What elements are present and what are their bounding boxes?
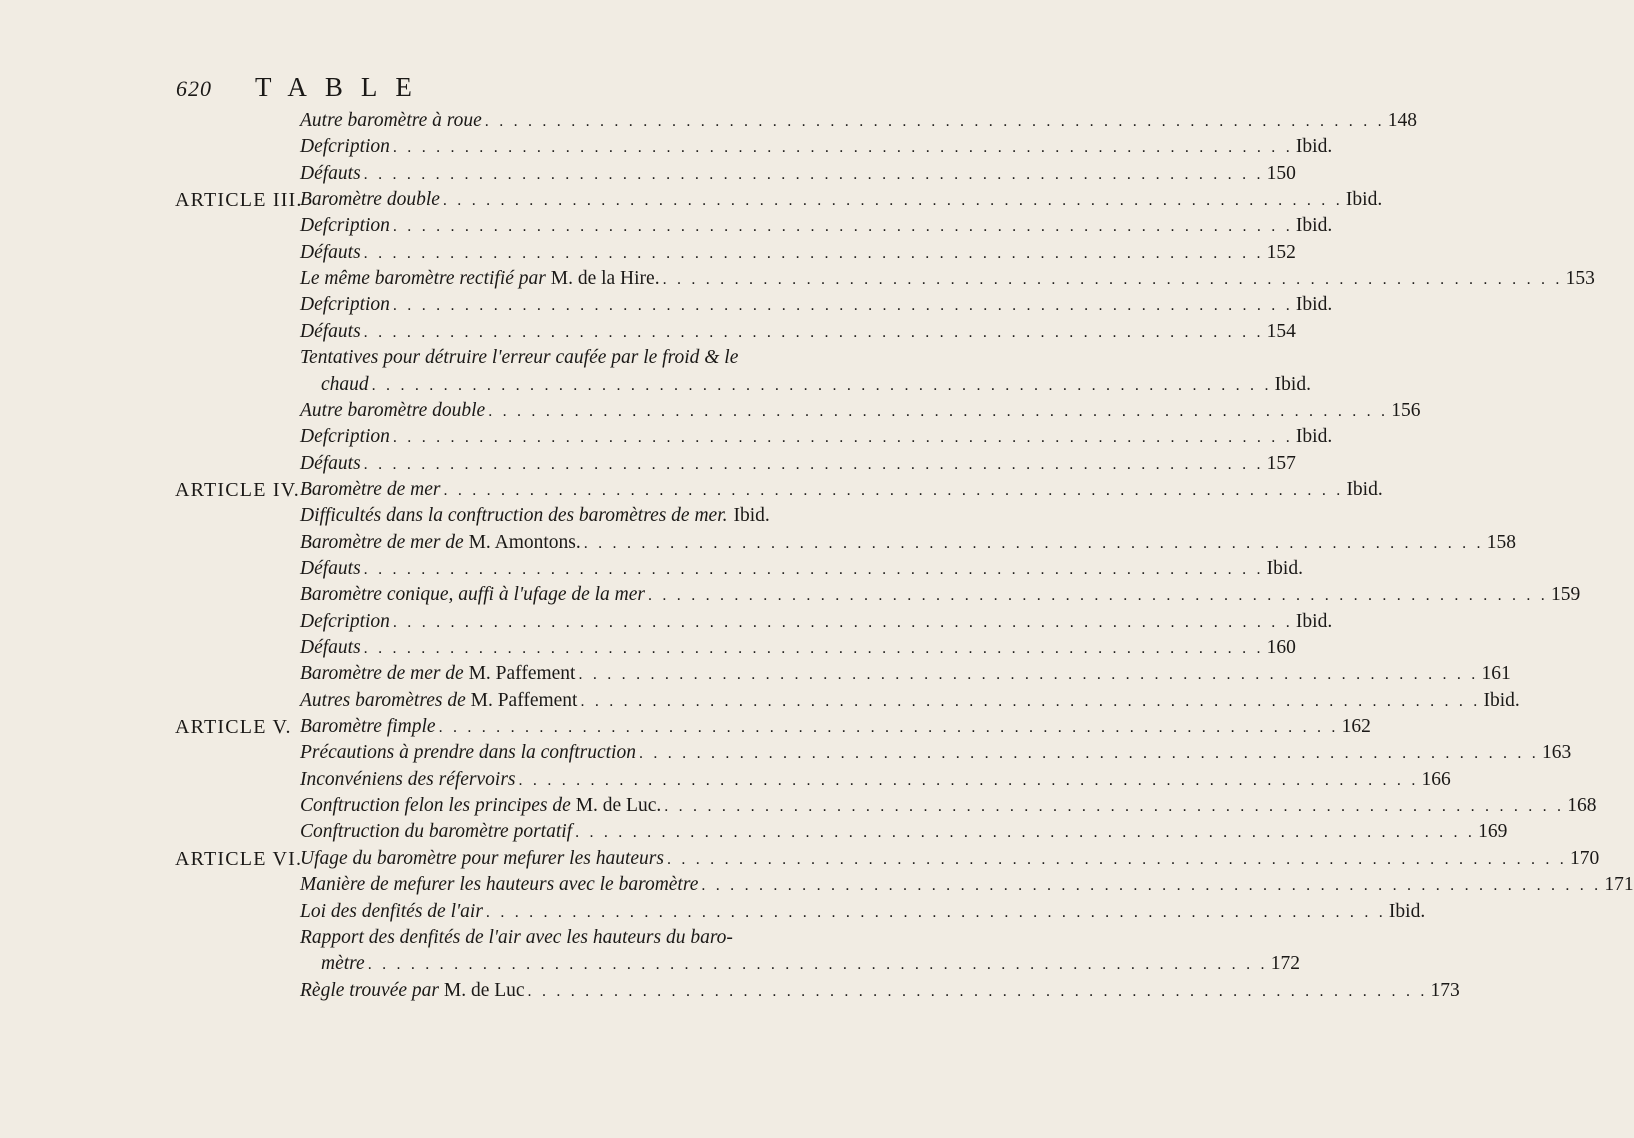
entry-title-text: Défauts [300, 557, 361, 579]
toc-entry [300, 847, 1600, 870]
toc-row [0, 795, 1597, 821]
dot-leader: . . . . . . . . . . . . . . . . . . . . . . . . . . . . . . . . . . . . . . . . . . . . . . . . . . . . . . . . . . . . . . . [392, 613, 1293, 631]
entry-title [300, 821, 572, 843]
dot-leader: . . . . . . . . . . . . . . . . . . . . . . . . . . . . . . . . . . . . . . . . . . . . . . . . . . . . . . . . . . . . . . . [363, 323, 1264, 341]
entry-title-text: Précautions à prendre dans la conftruction [300, 742, 636, 764]
toc-row [0, 900, 1426, 927]
toc-row [0, 189, 1383, 215]
entry-title [300, 611, 390, 633]
entry-page: 156 [1391, 399, 1421, 421]
toc-entry [300, 637, 1296, 659]
entry-title-text: Ufage du baromètre pour mefurer les hauteurs [300, 847, 664, 869]
toc-row [0, 241, 1296, 268]
toc-entry [300, 979, 1460, 1002]
entry-page: 168 [1567, 795, 1597, 817]
dot-leader: . . . . . . . . . . . . . . . . . . . . . . . . . . . . . . . . . . . . . . . . . . . . . . . . . . . . . . . . . . . . . . . [575, 824, 1476, 842]
toc-entry [321, 373, 1311, 396]
entry-page: 166 [1421, 768, 1451, 790]
page-number: 620 [176, 76, 212, 101]
entry-title-text: Difficultés dans la conftruction des baromètres de mer. [300, 505, 728, 527]
entry-title-text: Défauts [300, 320, 361, 342]
entry-page: Ibid. [1274, 373, 1311, 395]
entry-title-text: Baromètre double [300, 189, 440, 211]
toc-entry [300, 874, 1634, 896]
entry-page: 171 [1604, 874, 1634, 896]
toc-row [0, 110, 1418, 136]
entry-page: 162 [1341, 716, 1371, 738]
toc-entry [300, 584, 1581, 606]
entry-title [300, 795, 661, 817]
entry-title-text: Défauts [300, 452, 361, 474]
entry-title-text: Autres baromètres de [300, 689, 466, 711]
toc-entry [300, 742, 1572, 764]
entry-title-text: Défauts [300, 162, 361, 184]
dot-leader: . . . . . . . . . . . . . . . . . . . . . . . . . . . . . . . . . . . . . . . . . . . . . . . . . . . . . . . . . . . . . . . [371, 376, 1272, 394]
toc-row [0, 716, 1371, 742]
dot-leader: . . . . . . . . . . . . . . . . . . . . . . . . . . . . . . . . . . . . . . . . . . . . . . . . . . . . . . . . . . . . . . . [392, 139, 1293, 157]
article-label: ARTICLE IV. [175, 478, 300, 501]
entry-title-text: Defcription [300, 294, 390, 316]
toc-row [0, 426, 1333, 452]
dot-leader: . . . . . . . . . . . . . . . . . . . . . . . . . . . . . . . . . . . . . . . . . . . . . . . . . . . . . . . . . . . . . . . [442, 192, 1343, 210]
entry-title-text: Baromètre fimple [300, 716, 436, 738]
entry-title [300, 505, 728, 527]
toc-entry [300, 136, 1333, 158]
dot-leader: . . . . . . . . . . . . . . . . . . . . . . . . . . . . . . . . . . . . . . . . . . . . . . . . . . . . . . . . . . . . . . . [648, 587, 1548, 605]
toc-row [0, 452, 1296, 479]
entry-page: Ibid. [733, 505, 770, 527]
dot-leader: . . . . . . . . . . . . . . . . . . . . . . . . . . . . . . . . . . . . . . . . . . . . . . . . . . . . . . . . . . . . . . . [583, 534, 1484, 552]
entry-title [300, 321, 361, 343]
entry-page: 153 [1565, 268, 1595, 290]
entry-title [300, 479, 440, 501]
toc-row [0, 215, 1333, 241]
entry-title-text: chaud [321, 373, 369, 395]
entry-page: Ibid. [1266, 557, 1303, 579]
dot-leader: . . . . . . . . . . . . . . . . . . . . . . . . . . . . . . . . . . . . . . . . . . . . . . . . . . . . . . . . . . . . . . . [438, 719, 1339, 737]
entry-title [300, 690, 577, 712]
toc-entry [300, 821, 1508, 843]
toc-row [0, 874, 1634, 900]
entry-page: 161 [1481, 663, 1511, 685]
entry-page: Ibid. [1295, 426, 1333, 448]
toc-row [0, 399, 1421, 426]
entry-title [300, 189, 440, 211]
entry-title-text: Autre baromètre double [300, 399, 486, 421]
dot-leader: . . . . . . . . . . . . . . . . . . . . . . . . . . . . . . . . . . . . . . . . . . . . . . . . . . . . . . . . . . . . . . . [392, 297, 1293, 315]
toc-row [0, 953, 1300, 979]
toc-row [0, 294, 1333, 320]
entry-page: Ibid. [1295, 610, 1333, 632]
entry-page: 170 [1569, 847, 1600, 869]
entry-page: 160 [1266, 637, 1296, 658]
entry-page: 150 [1266, 162, 1296, 184]
entry-page: Ibid. [1295, 136, 1333, 158]
dot-leader: . . . . . . . . . . . . . . . . . . . . . . . . . . . . . . . . . . . . . . . . . . . . . . . . . . . . . . . . . . . . . . . [484, 113, 1385, 130]
entry-title [300, 400, 485, 422]
entry-title-roman: M. de Luc. [570, 795, 662, 817]
toc-entry [300, 294, 1333, 316]
dot-leader: . . . . . . . . . . . . . . . . . . . . . . . . . . . . . . . . . . . . . . . . . . . . . . . . . . . . . . . . . . . . . . . [578, 666, 1479, 684]
entry-title [300, 242, 361, 264]
entry-title-roman: M. de la Hire. [545, 268, 660, 290]
entry-title [300, 663, 575, 685]
entry-title-roman: M. Amontons. [463, 531, 581, 553]
entry-page: Ibid. [1346, 478, 1383, 500]
entry-title [321, 953, 365, 975]
toc-entry [300, 505, 770, 527]
entry-page: Ibid. [1345, 189, 1383, 211]
entry-title-text: Defcription [300, 610, 390, 632]
toc-row [0, 689, 1520, 716]
toc-row [0, 584, 1581, 610]
dot-leader: . . . . . . . . . . . . . . . . . . . . . . . . . . . . . . . . . . . . . . . . . . . . . . . . . . . . . . . . . . . . . . . [488, 402, 1389, 420]
toc-entry [300, 399, 1421, 422]
entry-page: 152 [1266, 241, 1296, 263]
entry-title [300, 874, 698, 896]
entry-title-text: Défauts [300, 637, 361, 658]
entry-title [300, 716, 436, 738]
entry-page: Ibid. [1388, 900, 1426, 922]
entry-title [300, 980, 525, 1002]
entry-page: 169 [1478, 821, 1508, 843]
toc-row [0, 927, 800, 953]
dot-leader: . . . . . . . . . . . . . . . . . . . . . . . . . . . . . . . . . . . . . . . . . . . . . . . . . . . . . . . . . . . . . . . [443, 481, 1344, 499]
toc-entry [321, 953, 1300, 975]
dot-leader: . . . . . . . . . . . . . . . . . . . . . . . . . . . . . . . . . . . . . . . . . . . . . . . . . . . . . . . . . . . . . . . [363, 455, 1264, 473]
entry-title [300, 769, 516, 791]
dot-leader: . . . . . . . . . . . . . . . . . . . . . . . . . . . . . . . . . . . . . . . . . . . . . . . . . . . . . . . . . . . . . . . [666, 850, 1567, 868]
toc-row [0, 847, 1600, 874]
dot-leader: . . . . . . . . . . . . . . . . . . . . . . . . . . . . . . . . . . . . . . . . . . . . . . . . . . . . . . . . . . . . . . . [392, 429, 1293, 447]
toc-row [0, 979, 1460, 1006]
toc-entry [300, 189, 1383, 211]
dot-leader: . . . . . . . . . . . . . . . . . . . . . . . . . . . . . . . . . . . . . . . . . . . . . . . . . . . . . . . . . . . . . . . [485, 903, 1386, 921]
entry-title-text: Baromètre de mer [300, 478, 441, 500]
toc-entry [300, 927, 766, 949]
entry-page: 163 [1541, 742, 1572, 764]
entry-title-text: Le même baromètre rectifié par [300, 268, 546, 290]
dot-leader: . . . . . . . . . . . . . . . . . . . . . . . . . . . . . . . . . . . . . . . . . . . . . . . . . . . . . . . . . . . . . . . [363, 165, 1264, 183]
entry-title [300, 163, 361, 185]
entry-title-text: Défauts [300, 241, 361, 263]
entry-title-text: Manière de mefurer les hauteurs avec le baromètre [300, 874, 699, 896]
entry-title-roman: M. Paffement [465, 689, 578, 711]
toc-entry [300, 478, 1383, 501]
entry-page: 157 [1266, 452, 1296, 474]
toc-row [0, 531, 1516, 558]
toc-row [0, 637, 1296, 663]
toc-entry [300, 320, 1296, 343]
entry-title [300, 268, 660, 290]
toc-row [0, 347, 800, 373]
toc-row [0, 320, 1296, 347]
dot-leader: . . . . . . . . . . . . . . . . . . . . . . . . . . . . . . . . . . . . . . . . . . . . . . . . . . . . . . . . . . . . . . . [518, 771, 1419, 789]
entry-page: 158 [1486, 531, 1516, 553]
entry-title [300, 294, 390, 316]
entry-page: 159 [1551, 584, 1581, 606]
toc-row [0, 768, 1451, 795]
entry-title-text: Règle trouvée par [300, 979, 439, 1001]
entry-title-text: Loi des denfités de l'air [300, 900, 483, 922]
toc-entry [300, 768, 1451, 791]
dot-leader: . . . . . . . . . . . . . . . . . . . . . . . . . . . . . . . . . . . . . . . . . . . . . . . . . . . . . . . . . . . . . . . [363, 560, 1264, 578]
toc-entry [300, 110, 1418, 132]
entry-title [300, 532, 581, 554]
article-label: ARTICLE III. [175, 189, 303, 212]
toc-entry [300, 610, 1333, 633]
toc-entry [300, 716, 1371, 738]
entry-title-text: Baromètre de mer de [300, 531, 464, 553]
entry-title [300, 110, 482, 132]
entry-title-text: Defcription [300, 215, 390, 237]
toc-row [0, 663, 1511, 689]
entry-title [300, 584, 645, 606]
entry-title [300, 637, 361, 659]
toc-entry [300, 452, 1296, 475]
toc-row [0, 610, 1333, 637]
entry-page: 172 [1270, 953, 1300, 975]
entry-title-text: Defcription [300, 136, 390, 158]
page-header [176, 72, 736, 106]
toc-entry [300, 241, 1296, 264]
entry-title [300, 136, 390, 158]
toc-entry [300, 268, 1595, 290]
toc-entry [300, 663, 1511, 685]
toc-entry [300, 531, 1516, 554]
toc-entry [300, 426, 1333, 448]
entry-page: 148 [1387, 110, 1418, 131]
entry-title [300, 927, 766, 949]
entry-title-text: Inconvéniens des réfervoirs [300, 768, 516, 790]
toc-entry [300, 795, 1597, 817]
entry-title [300, 453, 361, 475]
toc-row [0, 268, 1595, 294]
toc-row [0, 821, 1508, 847]
entry-title-text: Baromètre de mer de [300, 663, 464, 685]
entry-title-text: Defcription [300, 426, 390, 448]
entry-page: Ibid. [1295, 215, 1333, 237]
entry-page: 154 [1266, 320, 1296, 342]
dot-leader: . . . . . . . . . . . . . . . . . . . . . . . . . . . . . . . . . . . . . . . . . . . . . . . . . . . . . . . . . . . . . . . [363, 244, 1264, 262]
entry-title [300, 742, 636, 764]
toc-row [0, 373, 1311, 400]
entry-page: Ibid. [1295, 294, 1333, 316]
running-title: TABLE [255, 72, 430, 102]
toc-entry [300, 689, 1520, 712]
entry-title [300, 848, 664, 870]
entry-title [300, 426, 390, 448]
dot-leader: . . . . . . . . . . . . . . . . . . . . . . . . . . . . . . . . . . . . . . . . . . . . . . . . . . . . . . . . . . . . . . . [662, 271, 1563, 289]
entry-title-text: Rapport des denfités de l'air avec les hauteurs du baro- [300, 926, 733, 948]
dot-leader: . . . . . . . . . . . . . . . . . . . . . . . . . . . . . . . . . . . . . . . . . . . . . . . . . . . . . . . . . . . . . . . [363, 640, 1264, 657]
entry-title [300, 347, 766, 369]
entry-title-roman: M. de Luc [438, 979, 525, 1001]
entry-title-roman: M. Paffement [463, 663, 576, 685]
entry-title-text: Tentatives pour détruire l'erreur caufée par le froid & le [300, 347, 739, 369]
article-label: ARTICLE V. [175, 716, 292, 739]
entry-title-text: mètre [321, 953, 365, 975]
toc-row [0, 478, 1383, 505]
toc-entry [300, 557, 1303, 580]
article-label: ARTICLE VI. [175, 847, 303, 870]
entry-title [300, 901, 483, 923]
entry-title-text: Conftruction felon les principes de [300, 795, 571, 817]
toc-row [0, 557, 1303, 584]
dot-leader: . . . . . . . . . . . . . . . . . . . . . . . . . . . . . . . . . . . . . . . . . . . . . . . . . . . . . . . . . . . . . . . [664, 798, 1565, 816]
toc-entry [300, 900, 1426, 923]
dot-leader: . . . . . . . . . . . . . . . . . . . . . . . . . . . . . . . . . . . . . . . . . . . . . . . . . . . . . . . . . . . . . . . [527, 982, 1428, 1000]
dot-leader: . . . . . . . . . . . . . . . . . . . . . . . . . . . . . . . . . . . . . . . . . . . . . . . . . . . . . . . . . . . . . . . [392, 218, 1293, 236]
entry-title-text: Conftruction du baromètre portatif [300, 821, 573, 843]
toc-row [0, 505, 800, 531]
toc-entry [300, 162, 1296, 185]
entry-title [300, 215, 390, 237]
toc-row [0, 136, 1333, 162]
dot-leader: . . . . . . . . . . . . . . . . . . . . . . . . . . . . . . . . . . . . . . . . . . . . . . . . . . . . . . . . . . . . . . . [367, 956, 1268, 974]
toc-row [0, 162, 1296, 189]
toc-row [0, 742, 1572, 768]
dot-leader: . . . . . . . . . . . . . . . . . . . . . . . . . . . . . . . . . . . . . . . . . . . . . . . . . . . . . . . . . . . . . . . [580, 692, 1481, 710]
dot-leader: . . . . . . . . . . . . . . . . . . . . . . . . . . . . . . . . . . . . . . . . . . . . . . . . . . . . . . . . . . . . . . . [701, 877, 1602, 895]
dot-leader: . . . . . . . . . . . . . . . . . . . . . . . . . . . . . . . . . . . . . . . . . . . . . . . . . . . . . . . . . . . . . . . [638, 745, 1539, 763]
entry-page: Ibid. [1483, 689, 1520, 711]
toc-entry [300, 215, 1333, 237]
entry-title [321, 374, 369, 396]
entry-title-text: Autre baromètre à roue [300, 110, 482, 131]
entry-title-text: Baromètre conique, auffi à l'ufage de la mer [300, 584, 645, 606]
entry-page: 173 [1430, 979, 1460, 1001]
entry-title [300, 558, 361, 580]
toc-entry [300, 347, 766, 369]
